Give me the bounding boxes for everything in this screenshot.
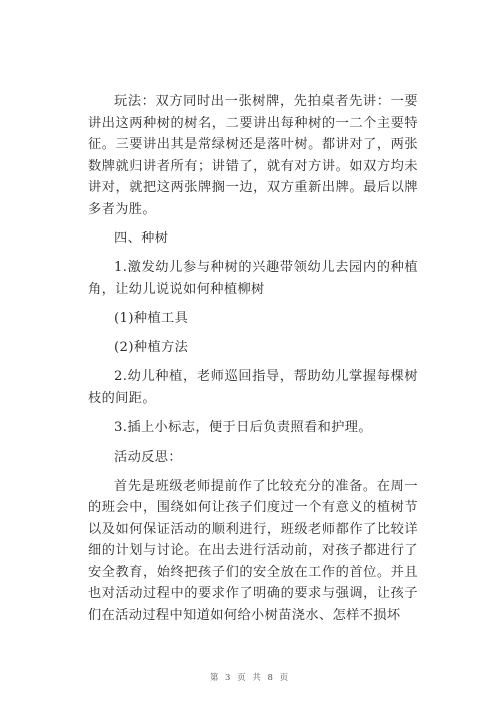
document-body [88,91,418,634]
sub-item-tools: (1)种植工具 [114,310,189,326]
reflection-heading: 活动反思： [114,449,182,465]
sub-item-method: (2)种植方法 [114,340,189,356]
paragraph-game-rules: 玩法：双方同时出一张树牌，先拍桌者先讲：一要讲出这两种树的树名，二要讲出每种树的一二个主要特征。三要讲出其是常绿树还是落叶树。都讲对了，两张数牌就归讲者所有；讲错了，就有对方讲。如双方均未讲对，就把这两张牌搁一边，双方重新出牌。最后以牌多者为胜。 [88,94,418,217]
page-number-footer: 第 3 页 共 8 页 [209,673,291,683]
step-2-paragraph: 2.幼儿种植，老师巡回指导，帮助幼儿掌握每棵树枝的间距。 [88,369,418,406]
section-heading-plant-trees: 四、种树 [114,230,169,246]
reflection-paragraph: 首先是班级老师提前作了比较充分的准备。在周一的班会中，围绕如何让孩子们度过一个有意义的植树节以及如何保证活动的顺利进行，班级老师都作了比较详细的计划与讨论。在出去进行活动前，对孩子都进行了安全教育，始终把孩子们的安全放在工作的首位。并且也对活动过程中的要求作了明确的要求与强调，让孩子们在活动过程中知道如何给小树苗浇水、怎样不损坏 [88,478,418,623]
step-3-paragraph: 3.插上小标志，便于日后负责照看和护理。 [114,420,372,436]
step-1-paragraph: 1.激发幼儿参与种树的兴趣带领幼儿去园内的种植角，让幼儿说说如何种植柳树 [88,260,418,297]
